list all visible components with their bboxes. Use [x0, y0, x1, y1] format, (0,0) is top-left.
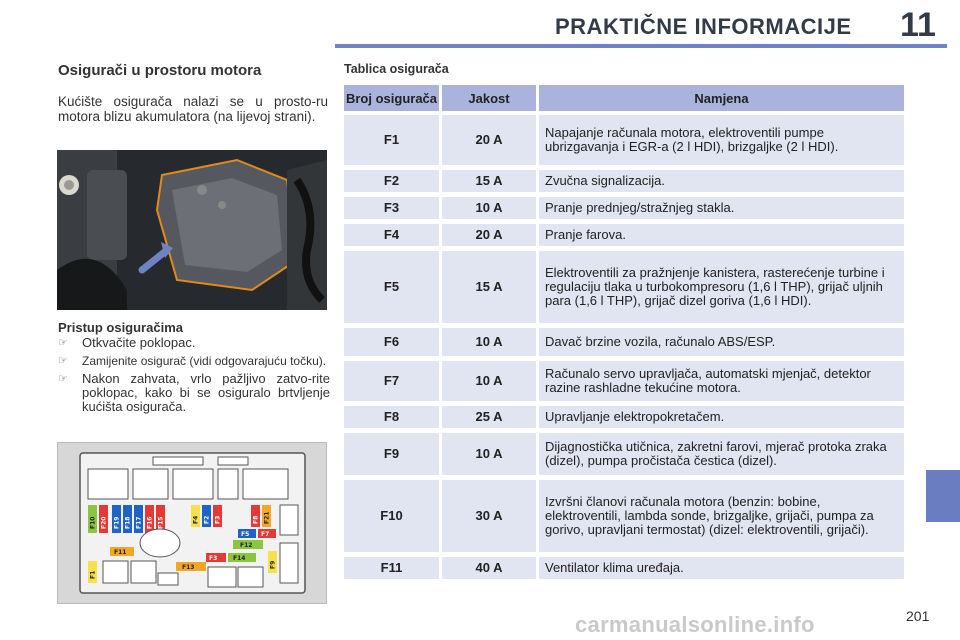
fuse-number: F2: [344, 170, 439, 192]
step-text: Otkvačite poklopac.: [82, 335, 196, 350]
engine-bay-illustration: [57, 150, 327, 310]
fuse-number: F11: [344, 557, 439, 579]
access-subtitle: Pristup osiguračima: [58, 320, 183, 335]
step-item: [58, 372, 330, 414]
fuse-label: F8: [252, 515, 260, 524]
step-text: Zamijenite osigurač (vidi odgovarajuću točku).: [82, 354, 327, 368]
table-row: [344, 557, 904, 579]
fuse-number: F5: [344, 251, 439, 323]
step-text: Nakon zahvata, vrlo pažljivo zatvo-rite poklopac, kako bi se osiguralo brtvljenje kućišta osigurača.: [82, 371, 330, 414]
fuse-label: F2: [203, 515, 211, 524]
fuse-purpose: Zvučna signalizacija.: [539, 170, 904, 192]
fuse-amperage: 20 A: [442, 115, 536, 165]
chapter-number: 11: [900, 6, 936, 44]
fuse-label: F9: [269, 560, 277, 569]
fuse-purpose: Računalo servo upravljača, automatski mjenjač, detektor razine rashladne tekućine motora.: [539, 361, 904, 401]
table-row: [344, 197, 904, 219]
page-header-title: PRAKTIČNE INFORMACIJE: [555, 14, 852, 39]
table-row: [344, 361, 904, 401]
fuse-number: F10: [344, 480, 439, 552]
hand-pointer-icon: ☞: [58, 355, 68, 367]
fuse-purpose: Pranje farova.: [539, 224, 904, 246]
fuse-label: F1: [89, 570, 97, 579]
fuse-number: F8: [344, 406, 439, 428]
fuse-label: F11: [114, 549, 127, 556]
fuse-label: F17: [135, 516, 143, 529]
chapter-side-tab[interactable]: [926, 470, 960, 522]
fuse-label: F4: [192, 515, 200, 524]
fuse-table: [344, 85, 904, 584]
fuse-amperage: 20 A: [442, 224, 536, 246]
table-header: [344, 85, 904, 111]
fuse-amperage: 10 A: [442, 328, 536, 356]
header-rule: [335, 44, 947, 48]
fuse-purpose: Elektroventili za pražnjenje kanistera, rasterećenje turbine i regulaciju tlaka u turbokompresoru (1,6 l THP), grijač uljnih para (1,6 l THP), grijač dizel goriva (1,6 l HDI).: [539, 251, 904, 323]
table-row: [344, 115, 904, 165]
fuse-purpose: Napajanje računala motora, elektroventili pumpe ubrizgavanja i EGR-a (2 l HDI), brizgaljke (2 l HDI).: [539, 115, 904, 165]
fuse-label: F21: [263, 511, 271, 524]
fuse-amperage: 25 A: [442, 406, 536, 428]
header-amperage: Jakost: [442, 85, 536, 111]
fuse-amperage: 10 A: [442, 361, 536, 401]
fuse-amperage: 10 A: [442, 433, 536, 475]
table-row: [344, 224, 904, 246]
watermark: carmanualsonline.info: [575, 612, 815, 637]
fuse-number: F6: [344, 328, 439, 356]
fuse-label: F7: [261, 531, 270, 538]
fuse-purpose: Pranje prednjeg/stražnjeg stakla.: [539, 197, 904, 219]
fuse-label: F10: [89, 516, 97, 529]
fuse-label: F18: [124, 516, 132, 529]
fuse-label: F13: [182, 564, 195, 571]
table-caption: Tablica osigurača: [344, 62, 449, 76]
fuse-number: F7: [344, 361, 439, 401]
table-row: [344, 480, 904, 552]
step-item: [58, 336, 330, 350]
fuse-amperage: 30 A: [442, 480, 536, 552]
fuse-purpose: Ventilator klima uređaja.: [539, 557, 904, 579]
fuse-purpose: Dijagnostička utičnica, zakretni farovi, mjerač protoka zraka (dizel), pumpa pročistača čestica (dizel).: [539, 433, 904, 475]
table-row: [344, 433, 904, 475]
access-steps: [58, 336, 330, 418]
fuse-label: F14: [233, 555, 246, 562]
table-row: [344, 251, 904, 323]
table-row: [344, 406, 904, 428]
hand-pointer-icon: ☞: [58, 337, 68, 349]
header-purpose: Namjena: [539, 85, 904, 111]
fuse-purpose: Davač brzine vozila, računalo ABS/ESP.: [539, 328, 904, 356]
table-row: [344, 170, 904, 192]
fuse-number: F3: [344, 197, 439, 219]
fuse-label: F19: [113, 516, 121, 529]
fuse-number: F1: [344, 115, 439, 165]
page-number: 201: [906, 608, 930, 624]
header-fuse-number: Broj osigurača: [344, 85, 439, 111]
fuse-label: F16: [146, 516, 154, 529]
fuse-label: F3: [209, 555, 218, 562]
fuse-number: F4: [344, 224, 439, 246]
fuse-amperage: 15 A: [442, 251, 536, 323]
fuse-amperage: 40 A: [442, 557, 536, 579]
fuse-purpose: Izvršni članovi računala motora (benzin: bobine, elektroventili, lambda sonde, brizgaljke, grijači, pumpa za gorivo, upravljani termostat) (dizel: elektroventili, grijači).: [539, 480, 904, 552]
table-row: [344, 328, 904, 356]
step-item: [58, 354, 330, 368]
section-title: Osigurači u prostoru motora: [58, 62, 262, 79]
fuse-label: F3: [214, 515, 222, 524]
hand-pointer-icon: ☞: [58, 373, 68, 385]
fuse-amperage: 15 A: [442, 170, 536, 192]
fuse-purpose: Upravljanje elektropokretačem.: [539, 406, 904, 428]
fuse-label: F20: [100, 516, 108, 529]
fuse-amperage: 10 A: [442, 197, 536, 219]
engine-bay-photo: [57, 150, 327, 310]
fuse-box-diagram: [57, 442, 327, 604]
fuse-layout-svg: [58, 443, 326, 603]
fuse-number: F9: [344, 433, 439, 475]
fuse-label: F12: [240, 542, 253, 549]
fuse-label: F15: [157, 516, 165, 529]
fuse-label: F5: [241, 531, 250, 538]
intro-text: Kućište osigurača nalazi se u prosto-ru motora blizu akumulatora (na lijevoj strani).: [58, 94, 328, 124]
